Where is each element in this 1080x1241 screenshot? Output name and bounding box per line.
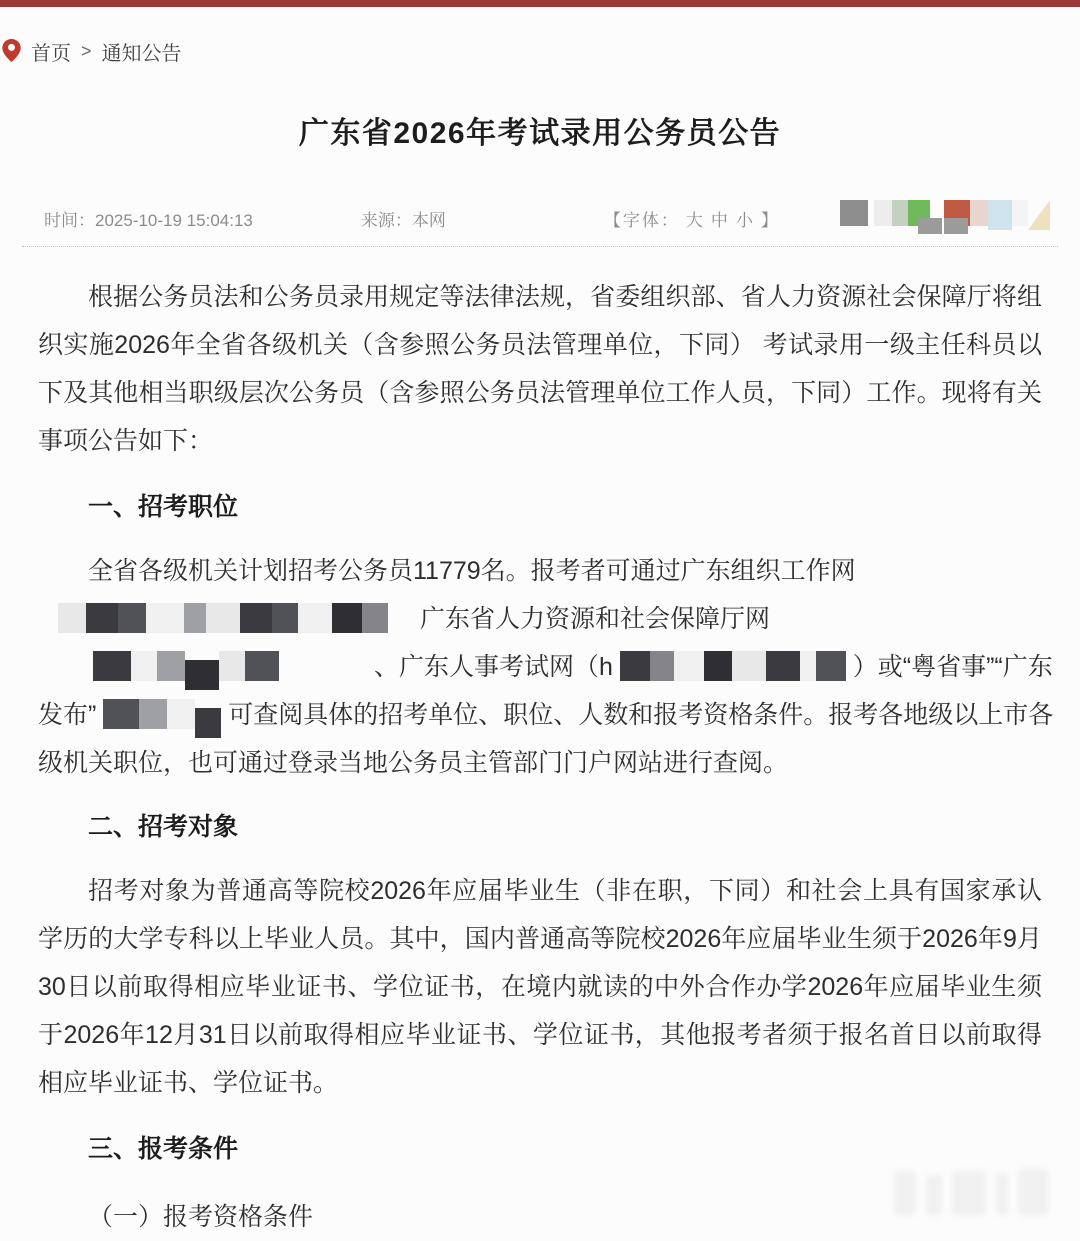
breadcrumb-separator: > [81, 41, 92, 61]
intro-paragraph: 根据公务员法和公务员录用规定等法律法规，省委组织部、省人力资源社会保障厅将组织实施2026年全省各级机关（含参照公务员法管理单位，下同） 考试录用一级主任科员以下及其他相当职级层次公务员（含参照公务员法管理单位工作人员，下同）工作。现将有关事项公告如下： [38, 283, 1042, 455]
section-2-paragraph: 招考对象为普通高等院校2026年应届毕业生（非在职，下同）和社会上具有国家承认学历的大学专科以上毕业人员。其中，国内普通高等院校2026年应届毕业生须于2026年9月30日以前取得相应毕业证书、学位证书，在境内就读的中外合作办学2026年应届毕业生须于2026年12月31日以前取得相应毕业证书、学位证书，其他报考者须于报名首日以前取得相应毕业证书、学位证书。 [38, 877, 1042, 1097]
breadcrumb [0, 7, 1080, 66]
share-icons-redacted [834, 192, 1012, 234]
section-1-line-1: 全省各级机关计划招考公务员11779名。报考者可通过广东组织工作网 [88, 557, 856, 585]
source-value: 本网 [411, 210, 446, 230]
section-1-line-2 [38, 595, 1042, 643]
redacted-url-mosaic [620, 651, 846, 681]
source [361, 206, 446, 231]
breadcrumb-home-link[interactable]: 首页 [31, 43, 71, 65]
top-accent-bar [0, 0, 1080, 7]
publish-time-label: 时间： [44, 210, 95, 230]
font-control-open: 【字体： [603, 210, 680, 230]
publish-time-value: 2025-10-19 15:04:13 [95, 210, 253, 230]
font-size-control [604, 206, 780, 231]
meta-divider [22, 246, 1058, 247]
redacted-url-mosaic [58, 603, 388, 633]
section-1-line-4-pre: 发布” [38, 701, 97, 729]
location-pin-icon [2, 39, 21, 62]
page-title: 广东省2026年考试录用公务员公告 [298, 117, 782, 150]
article-meta-bar [44, 200, 1036, 236]
section-3-heading: 三、报考条件 [88, 1135, 239, 1163]
publish-time [44, 206, 253, 231]
section-1-line-5: 级机关职位，也可通过登录当地公务员主管部门门户网站进行查阅。 [38, 749, 789, 777]
section-1-heading: 一、招考职位 [88, 493, 239, 521]
font-size-small-button[interactable]: 小 [735, 210, 755, 230]
source-label: 来源： [360, 210, 412, 230]
section-1-line-4-post: 可查阅具体的招考单位、职位、人数和报考资格条件。报考各地级以上市各 [228, 701, 1054, 729]
section-1-line-2-text: 广东省人力资源和社会保障厅网 [419, 605, 770, 633]
redacted-url-mosaic [93, 651, 279, 681]
watermark [894, 1153, 1054, 1215]
section-2-heading: 二、招考对象 [88, 813, 239, 841]
breadcrumb-current[interactable]: 通知公告 [101, 43, 182, 65]
section-1-line-3-post: ）或“粤省事”“广东 [852, 653, 1053, 681]
font-size-medium-button[interactable]: 中 [710, 210, 730, 230]
font-control-close: 】 [760, 210, 780, 230]
font-size-large-button[interactable]: 大 [685, 210, 705, 230]
article-body [38, 273, 1054, 1241]
section-1-line-4 [38, 691, 1054, 739]
section-3-subheading: （一）报考资格条件 [88, 1203, 314, 1231]
redacted-text-mosaic [103, 699, 221, 729]
section-1-line-3 [38, 643, 1053, 691]
section-1-line-3-pre: 、广东人事考试网（h [373, 653, 613, 681]
